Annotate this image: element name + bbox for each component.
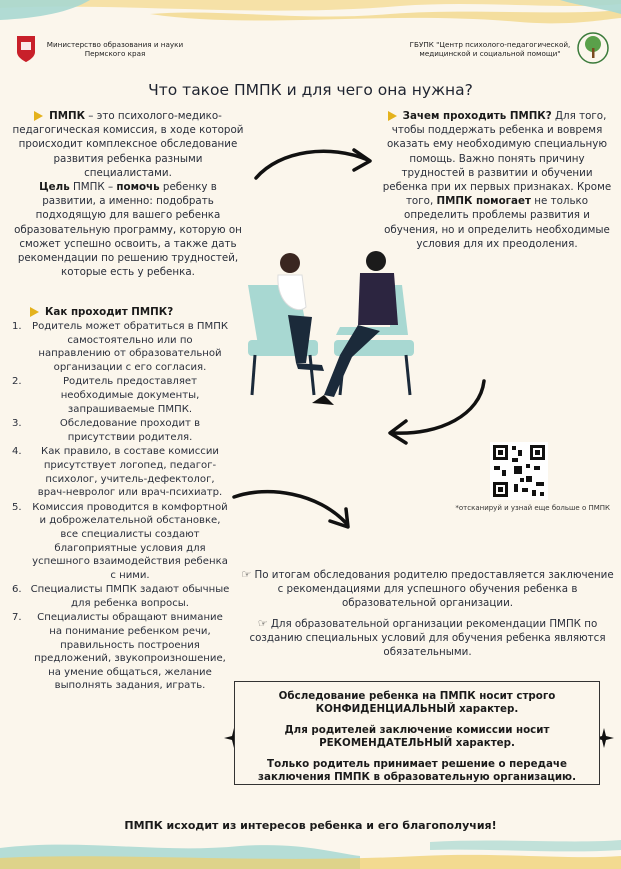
pointing-hand-icon: ☞ xyxy=(257,617,268,630)
qr-caption: *отсканируй и узнай еще больше о ПМПК xyxy=(455,504,610,512)
crest-icon xyxy=(15,34,37,64)
list-item: 6. Специалисты ПМПК задают обычные для ребенка вопросы. xyxy=(12,584,230,609)
why-block: Зачем проходить ПМПК? Для того, чтобы поддержать ребенка и вовремя оказать ему необходимую специальную помощь. Важно понять причину трудностей в развитии и обучении ребенка при их первых признаках. Кроме того, ПМПК помогает не только определить проблемы развития и обучения, но и определить необходимые условия для их преодоления. xyxy=(382,110,612,250)
list-item: 3. Обследование проходит в присутствии родителя. xyxy=(12,418,201,443)
list-item: 5. Комиссия проводится в комфортной и доброжелательной обстановке, все специалисты создают благоприятные условия для успешного взаимодействия ребенка с ними. xyxy=(12,501,228,581)
why-heading: Зачем проходить ПМПК? xyxy=(402,110,552,122)
consultation-illustration xyxy=(240,245,420,415)
arrow-icon xyxy=(250,140,380,190)
bottom-decoration xyxy=(0,834,621,869)
list-item: 4. Как правило, в составе комиссии присутствует логопед, педагог-психолог, учитель-дефектолог, врач-невролог или врач-психиатр. xyxy=(12,446,223,499)
center-name: ГБУПК "Центр психолого-педагогической, медицинской и социальной помощи" xyxy=(409,40,571,58)
pointing-hand-icon: ☞ xyxy=(241,568,252,581)
ministry-name: Министерство образования и науки Пермского края xyxy=(46,40,184,58)
result-item-1: ☞ По итогам обследования родителю предоставляется заключение с рекомендациями для успешного обучения ребенка в образовательной организации. xyxy=(241,568,614,610)
how-heading-row xyxy=(30,305,230,319)
list-item: 7. Специалисты обращают внимание на понимание ребенком речи, правильность построения предложений, звукопроизношение, на умение общаться, желание выполнять задания, играть. xyxy=(12,612,226,692)
how-steps-list xyxy=(12,320,230,694)
triangle-bullet-icon xyxy=(388,111,397,121)
definition-block: ПМПК – это психолого-медико-педагогическая комиссия, в ходе которой происходит комплексное обследование развития ребенка разными специалистами. Цель ПМПК – помочь ребенку в развитии, а именно: подобрать подходящую для вашего ребенка образовательную программу, которую он сможет успешно освоить, а также дать рекомендации по решению трудностей, которые есть у ребенка. xyxy=(12,110,244,279)
important-notes-box xyxy=(234,681,600,785)
parent-decision-note: Только родитель принимает решение о передаче заключения ПМПК в образовательную организацию. xyxy=(258,758,576,783)
top-decoration xyxy=(0,0,621,40)
how-heading: Как проходит ПМПК? xyxy=(45,306,174,318)
page-title: Что такое ПМПК и для чего она нужна? xyxy=(148,81,473,99)
tree-logo-icon xyxy=(576,32,610,64)
bottom-slogan: ПМПК исходит из интересов ребенка и его благополучия! xyxy=(124,819,497,832)
goal-label: Цель xyxy=(39,181,70,194)
pmpk-term: ПМПК xyxy=(49,110,86,122)
list-item: 1. Родитель может обратиться в ПМПК самостоятельно или по направлению от образовательной организации с его согласия. xyxy=(12,321,228,373)
arrow-icon xyxy=(228,485,358,540)
result-item-2: ☞ Для образовательной организации рекомендации ПМПК по созданию специальных условий для обучения ребенка являются обязательными. xyxy=(249,617,606,659)
qr-code-icon[interactable] xyxy=(490,442,548,500)
triangle-bullet-icon xyxy=(34,111,43,121)
list-item: 2. Родитель предоставляет необходимые документы, запрашиваемые ПМПК. xyxy=(12,376,200,415)
recommendation-note: Для родителей заключение комиссии носит РЕКОМЕНДАТЕЛЬНЫЙ характер. xyxy=(284,724,550,749)
confidential-note: Обследование ребенка на ПМПК носит строго КОНФИДЕНЦИАЛЬНЫЙ характер. xyxy=(278,690,556,715)
triangle-bullet-icon xyxy=(30,307,39,317)
